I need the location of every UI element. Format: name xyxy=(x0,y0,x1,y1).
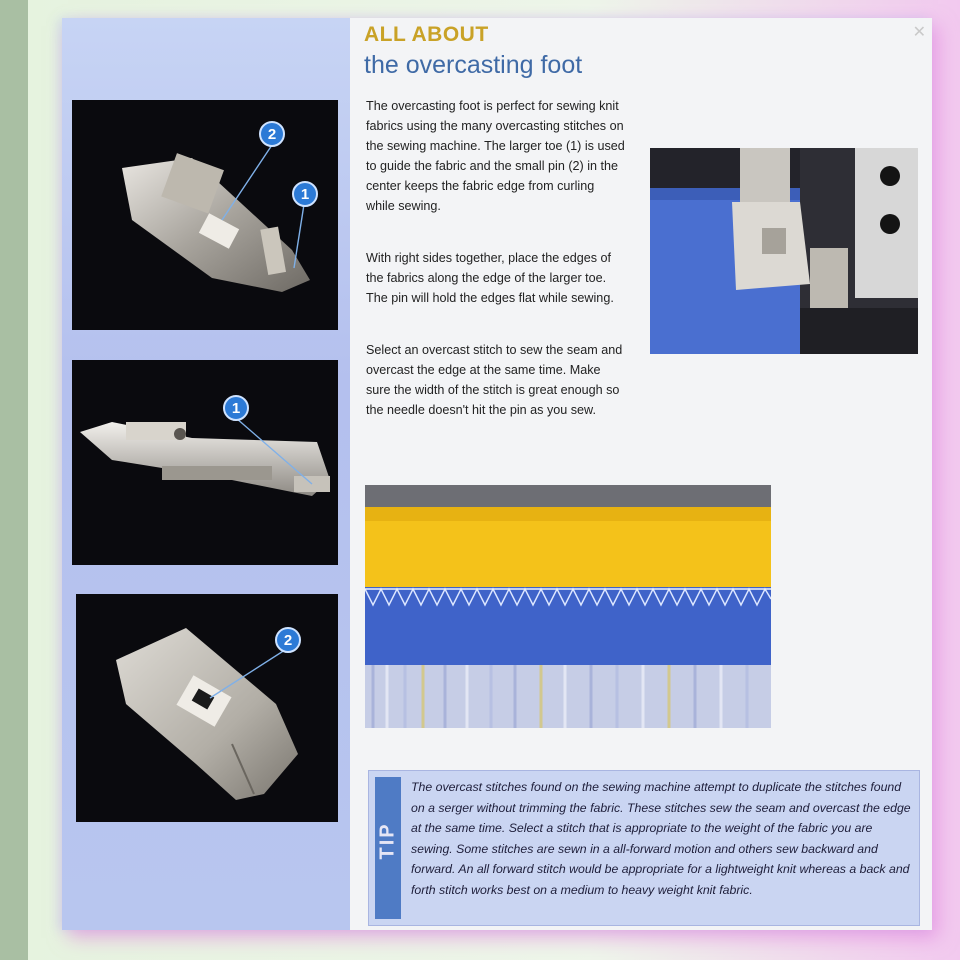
body-paragraph: Select an overcast stitch to sew the seam and overcast the edge at the same time. Make sure the width of the stitch is great enough so the needle doesn't hit the pin as you sew. xyxy=(366,343,623,417)
callout-number: 1 xyxy=(300,186,310,203)
book-page xyxy=(62,18,932,930)
foot-photo-side xyxy=(72,360,338,565)
foot-photo-top-art xyxy=(72,100,338,330)
machine-photo xyxy=(650,148,918,354)
stitch-sample-photo xyxy=(365,485,771,728)
striped-fabric xyxy=(365,665,771,728)
tip-label: TIP xyxy=(376,822,399,860)
tip-text: The overcast stitches found on the sewing machine attempt to duplicate the stitches found on a serger without trimming the fabric. These stitches sew the seam and overcast the edge at the same time. Select a stitch that is appropriate to the weight of the fabric you are sewing. Some stitches are sewn in a all-forward motion and others sew backward and forward. An all forward stitch would be appropriate for a lightweight knit whereas a back and forth stitch works best on a medium to heavy weight knit fabric. xyxy=(411,780,911,897)
body-paragraph: The overcasting foot is perfect for sewing knit fabrics using the many overcasting stitches on the sewing machine. The larger toe (1) is used to guide the fabric and the small pin (2) in the center keeps the fabric edge from curling while sewing. xyxy=(366,99,625,213)
outer-frame-left xyxy=(0,0,28,960)
foot-photo-bottom-art xyxy=(76,594,338,822)
stitch-sample-art xyxy=(365,485,771,728)
callout-number: 2 xyxy=(267,126,277,143)
page-title: the overcasting foot xyxy=(364,51,583,79)
presser-foot-shape xyxy=(80,422,330,496)
callout-number: 1 xyxy=(231,400,241,417)
foot-photo-top xyxy=(72,100,338,330)
callout-number: 2 xyxy=(283,632,293,649)
foot-photo-side-art xyxy=(72,360,338,565)
foot-photo-bottom xyxy=(76,594,338,822)
machine-photo-art xyxy=(650,148,918,354)
leader-line xyxy=(294,198,305,268)
tip-box xyxy=(368,770,920,926)
close-icon[interactable]: ✕ xyxy=(912,24,926,41)
section-kicker: ALL ABOUT xyxy=(364,23,489,46)
body-paragraph: With right sides together, place the edges of the fabrics along the edge of the larger toe. The pin will hold the edges flat while sewing. xyxy=(366,251,614,305)
